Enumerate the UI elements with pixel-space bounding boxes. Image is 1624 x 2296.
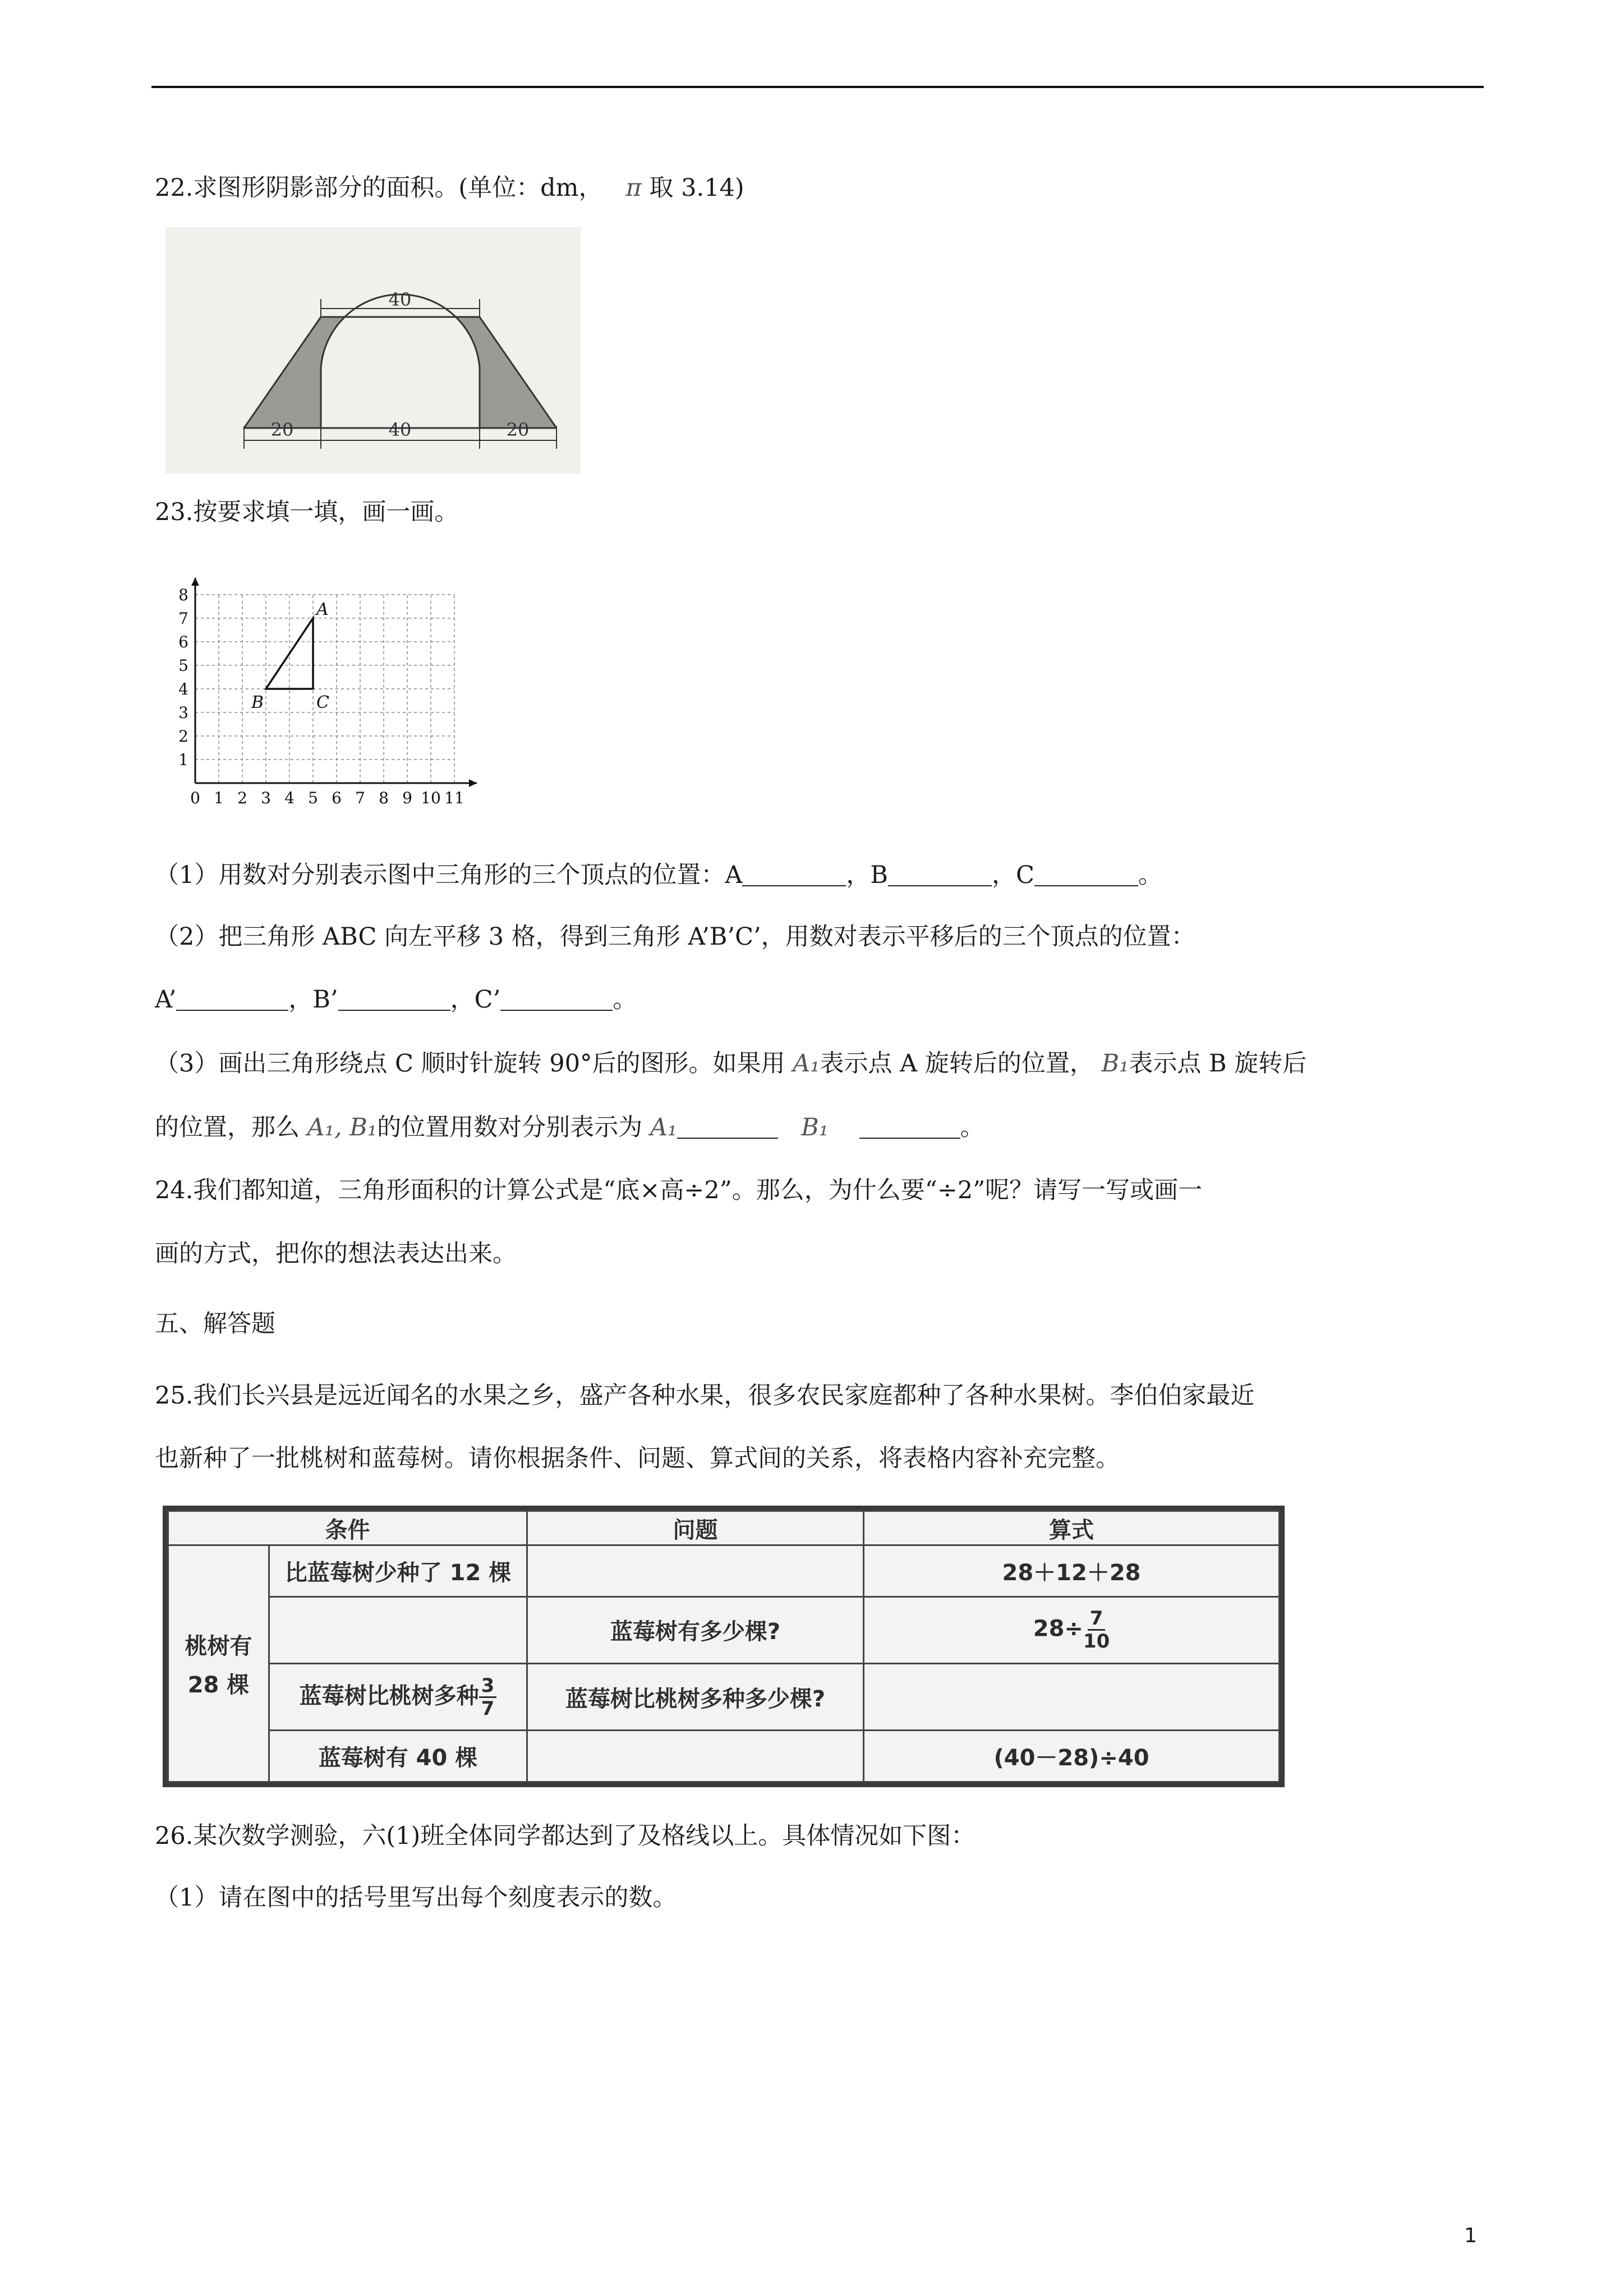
q22-text: 22.求图形阴影部分的面积。(单位：dm， π 取 3.14) xyxy=(155,174,744,202)
q24-line2: 画的方式，把你的想法表达出来。 xyxy=(155,1240,517,1268)
blank-a1[interactable] xyxy=(677,1115,778,1139)
triangle-abc xyxy=(266,618,313,689)
x-tick-label: 4 xyxy=(284,789,295,807)
x-tick-label: 10 xyxy=(421,789,441,807)
q24-line1: 24.我们都知道，三角形面积的计算公式是“底×高÷2”。那么，为什么要“÷2”呢？请写一写或画一 xyxy=(155,1176,1203,1204)
x-tick-label: 11 xyxy=(444,789,464,807)
q25-table xyxy=(163,1506,1285,1787)
q23-sub2-line1: （2）把三角形 ABC 向左平移 3 格，得到三角形 A’B’C’，用数对表示平移后的三个顶点的位置： xyxy=(155,923,1195,951)
dim-top: 40 xyxy=(388,289,412,310)
q26-line2: （1）请在图中的括号里写出每个刻度表示的数。 xyxy=(155,1884,677,1912)
y-axis-arrow xyxy=(191,578,199,586)
fraction: $\frac{7}{10}$ xyxy=(1083,1607,1110,1653)
y-tick-label: 4 xyxy=(178,680,188,698)
q23-sub2-line2: A’ ，B’ ，C’ 。 xyxy=(155,986,637,1014)
question-cell: 蓝莓树比桃树多种多少棵? xyxy=(527,1663,864,1730)
x-tick-label: 6 xyxy=(332,789,342,807)
vertex-b-label: B xyxy=(251,693,264,712)
x-tick-label: 8 xyxy=(379,789,389,807)
q23-text: 23.按要求填一填，画一画。 xyxy=(155,498,459,526)
x-axis-arrow xyxy=(469,779,477,787)
y-tick-label: 5 xyxy=(178,656,188,675)
x-tick-label: 1 xyxy=(214,789,224,807)
table-header-condition: 条件 xyxy=(168,1511,527,1545)
blank-b1[interactable] xyxy=(859,1115,960,1139)
table-row xyxy=(168,1545,1280,1597)
blank-c-prime[interactable] xyxy=(500,987,613,1011)
condition-cell: 蓝莓树比桃树多种 $\frac{3}{7}$ xyxy=(269,1663,527,1730)
q23-sub3-line1: （3）画出三角形绕点 C 顺时针旋转 90°后的图形。如果用 A₁表示点 A 旋转后的位置， B₁表示点 B 旋转后 xyxy=(155,1050,1307,1078)
x-tick-label: 5 xyxy=(308,789,318,807)
q23-sub3-line2: 的位置，那么 A₁, B₁的位置用数对分别表示为 A₁ B₁ 。 xyxy=(155,1114,984,1142)
table-header-question: 问题 xyxy=(527,1511,864,1545)
section-title: 五、解答题 xyxy=(155,1310,275,1338)
table-row xyxy=(168,1596,1280,1663)
y-tick-label: 2 xyxy=(178,727,188,746)
question-cell: 蓝莓树有多少棵? xyxy=(527,1596,864,1663)
table-row xyxy=(168,1731,1280,1782)
y-tick-label: 3 xyxy=(178,703,188,722)
question-cell[interactable] xyxy=(527,1545,864,1597)
blank-a[interactable] xyxy=(742,863,846,886)
formula-cell: 28÷ $\frac{7}{10}$ xyxy=(864,1596,1280,1663)
pi-symbol: π xyxy=(625,174,642,202)
condition-cell: 比蓝莓树少种了 12 棵 xyxy=(269,1545,527,1597)
table-header-formula: 算式 xyxy=(864,1511,1280,1545)
dim-bottom-right: 20 xyxy=(506,419,530,440)
q25-line1: 25.我们长兴县是远近闻名的水果之乡，盛产各种水果，很多农民家庭都种了各种水果树。李伯伯家最近 xyxy=(155,1382,1255,1410)
fraction: $\frac{3}{7}$ xyxy=(479,1676,497,1718)
blank-a-prime[interactable] xyxy=(176,987,288,1011)
vertex-c-label: C xyxy=(316,693,329,712)
formula-cell[interactable] xyxy=(864,1663,1280,1730)
q23-coordinate-grid xyxy=(168,571,505,807)
table-row xyxy=(168,1663,1280,1730)
dim-bottom-mid: 40 xyxy=(388,419,412,440)
vertex-a-label: A xyxy=(316,600,329,619)
condition-cell[interactable] xyxy=(269,1596,527,1663)
condition-cell: 蓝莓树有 40 棵 xyxy=(269,1731,527,1782)
blank-b-prime[interactable] xyxy=(338,987,450,1011)
merged-condition: 桃树有 28 棵 xyxy=(168,1545,269,1782)
x-tick-label: 9 xyxy=(402,789,412,807)
y-tick-label: 8 xyxy=(178,586,188,604)
header-rule xyxy=(151,86,1484,88)
x-tick-label: 0 xyxy=(190,789,200,807)
y-tick-label: 6 xyxy=(178,633,188,651)
y-tick-label: 1 xyxy=(178,751,188,769)
blank-b[interactable] xyxy=(888,863,992,886)
page-number: 1 xyxy=(1464,2224,1477,2247)
dim-bottom-left: 20 xyxy=(270,419,294,440)
q25-line2: 也新种了一批桃树和蓝莓树。请你根据条件、问题、算式间的关系，将表格内容补充完整。 xyxy=(155,1444,1120,1473)
blank-c[interactable] xyxy=(1034,863,1138,886)
x-tick-label: 2 xyxy=(237,789,247,807)
x-tick-label: 7 xyxy=(355,789,365,807)
q26-line1: 26.某次数学测验，六(1)班全体同学都达到了及格线以上。具体情况如下图： xyxy=(155,1822,976,1850)
formula-cell: 28＋12＋28 xyxy=(864,1545,1280,1597)
q23-sub1: （1）用数对分别表示图中三角形的三个顶点的位置：A ，B ，C 。 xyxy=(155,861,1162,889)
x-tick-label: 3 xyxy=(261,789,271,807)
y-tick-label: 7 xyxy=(178,609,188,628)
q22-figure xyxy=(165,227,581,474)
question-cell[interactable] xyxy=(527,1731,864,1782)
formula-cell: (40－28)÷40 xyxy=(864,1731,1280,1782)
